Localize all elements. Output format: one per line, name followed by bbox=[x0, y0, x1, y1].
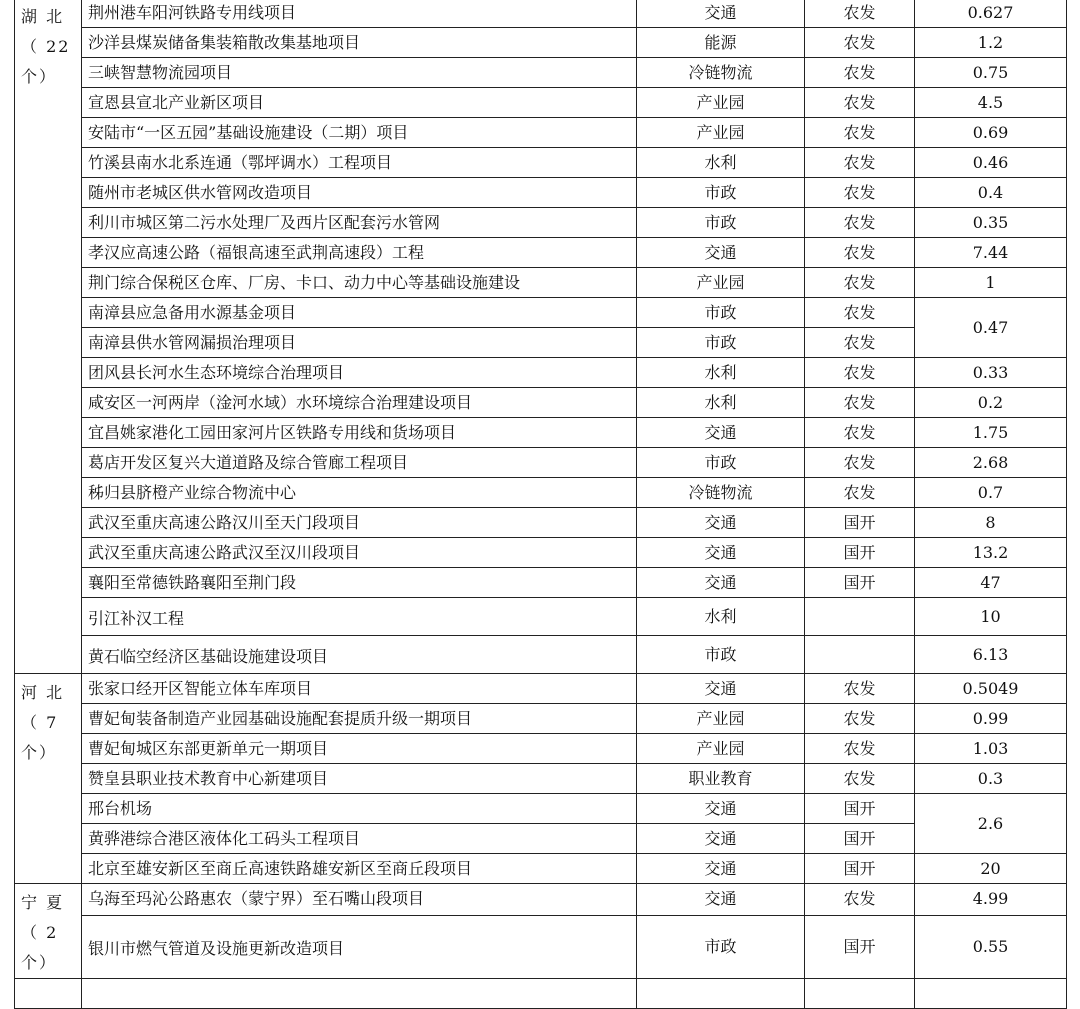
funding-source-cell: 农发 bbox=[805, 28, 915, 58]
funding-source-cell: 农发 bbox=[805, 298, 915, 328]
amount-cell: 1 bbox=[915, 268, 1067, 298]
category-cell: 市政 bbox=[637, 448, 805, 478]
amount-cell: 1.75 bbox=[915, 418, 1067, 448]
amount-cell: 13.2 bbox=[915, 538, 1067, 568]
amount-cell: 20 bbox=[915, 854, 1067, 884]
project-name-cell: 曹妃甸装备制造产业园基础设施配套提质升级一期项目 bbox=[82, 704, 637, 734]
category-cell bbox=[637, 979, 805, 1009]
category-cell: 水利 bbox=[637, 598, 805, 636]
funding-source-cell: 农发 bbox=[805, 674, 915, 704]
funding-source-cell: 农发 bbox=[805, 478, 915, 508]
project-name-cell: 荆门综合保税区仓库、厂房、卡口、动力中心等基础设施建设 bbox=[82, 268, 637, 298]
province-count-unit: 个） bbox=[21, 743, 58, 762]
funding-source-cell: 农发 bbox=[805, 418, 915, 448]
category-cell: 交通 bbox=[637, 674, 805, 704]
province-cell bbox=[15, 674, 82, 884]
amount-cell: 0.627 bbox=[915, 0, 1067, 28]
amount-cell: 0.46 bbox=[915, 148, 1067, 178]
table-row bbox=[15, 0, 1067, 28]
funding-source-cell bbox=[805, 598, 915, 636]
amount-cell: 2.6 bbox=[915, 794, 1067, 854]
project-name-cell: 南漳县供水管网漏损治理项目 bbox=[82, 328, 637, 358]
category-cell: 产业园 bbox=[637, 88, 805, 118]
project-name-cell: 安陆市“一区五园”基础设施建设（二期）项目 bbox=[82, 118, 637, 148]
table-row bbox=[15, 734, 1067, 764]
province-count: （ 22 bbox=[21, 37, 71, 56]
project-name-cell: 葛店开发区复兴大道道路及综合管廊工程项目 bbox=[82, 448, 637, 478]
table-row bbox=[15, 28, 1067, 58]
amount-cell: 2.68 bbox=[915, 448, 1067, 478]
project-name-cell: 利川市城区第二污水处理厂及西片区配套污水管网 bbox=[82, 208, 637, 238]
province-count: （ 7 bbox=[21, 713, 59, 732]
category-cell: 冷链物流 bbox=[637, 478, 805, 508]
amount-cell: 4.5 bbox=[915, 88, 1067, 118]
funding-source-cell bbox=[805, 636, 915, 674]
category-cell: 交通 bbox=[637, 508, 805, 538]
project-name-cell: 北京至雄安新区至商丘高速铁路雄安新区至商丘段项目 bbox=[82, 854, 637, 884]
project-name-cell: 南漳县应急备用水源基金项目 bbox=[82, 298, 637, 328]
funding-source-cell: 农发 bbox=[805, 88, 915, 118]
amount-cell: 0.75 bbox=[915, 58, 1067, 88]
project-name-cell: 曹妃甸城区东部更新单元一期项目 bbox=[82, 734, 637, 764]
funding-source-cell: 农发 bbox=[805, 328, 915, 358]
category-cell: 交通 bbox=[637, 824, 805, 854]
project-name-cell: 随州市老城区供水管网改造项目 bbox=[82, 178, 637, 208]
category-cell: 市政 bbox=[637, 178, 805, 208]
category-cell: 交通 bbox=[637, 854, 805, 884]
table-row bbox=[15, 538, 1067, 568]
project-name-cell: 团风县长河水生态环境综合治理项目 bbox=[82, 358, 637, 388]
project-name-cell: 竹溪县南水北系连通（鄂坪调水）工程项目 bbox=[82, 148, 637, 178]
category-cell: 能源 bbox=[637, 28, 805, 58]
amount-cell: 0.33 bbox=[915, 358, 1067, 388]
funding-source-cell: 国开 bbox=[805, 538, 915, 568]
table-row bbox=[15, 238, 1067, 268]
project-name-cell: 咸安区一河两岸（淦河水域）水环境综合治理建设项目 bbox=[82, 388, 637, 418]
funding-source-cell: 农发 bbox=[805, 208, 915, 238]
category-cell: 交通 bbox=[637, 794, 805, 824]
project-name-cell: 秭归县脐橙产业综合物流中心 bbox=[82, 478, 637, 508]
table-row bbox=[15, 118, 1067, 148]
project-name-cell: 三峡智慧物流园项目 bbox=[82, 58, 637, 88]
province-cell bbox=[15, 979, 82, 1009]
amount-cell: 10 bbox=[915, 598, 1067, 636]
table-row bbox=[15, 636, 1067, 674]
table-row bbox=[15, 358, 1067, 388]
table-row bbox=[15, 979, 1067, 1009]
funding-source-cell: 国开 bbox=[805, 854, 915, 884]
amount-cell: 47 bbox=[915, 568, 1067, 598]
table-row bbox=[15, 598, 1067, 636]
table-row bbox=[15, 148, 1067, 178]
project-name-cell: 张家口经开区智能立体车库项目 bbox=[82, 674, 637, 704]
project-name-cell: 邢台机场 bbox=[82, 794, 637, 824]
amount-cell: 0.4 bbox=[915, 178, 1067, 208]
funding-source-cell: 农发 bbox=[805, 388, 915, 418]
category-cell: 职业教育 bbox=[637, 764, 805, 794]
project-table bbox=[14, 0, 1067, 1009]
category-cell: 市政 bbox=[637, 328, 805, 358]
project-name-cell: 黄石临空经济区基础设施建设项目 bbox=[82, 636, 637, 674]
project-name-cell: 襄阳至常德铁路襄阳至荆门段 bbox=[82, 568, 637, 598]
province-name: 湖 北 bbox=[21, 7, 65, 26]
table-row bbox=[15, 915, 1067, 978]
amount-cell: 0.2 bbox=[915, 388, 1067, 418]
funding-source-cell: 农发 bbox=[805, 178, 915, 208]
category-cell: 产业园 bbox=[637, 118, 805, 148]
amount-cell: 6.13 bbox=[915, 636, 1067, 674]
table-row bbox=[15, 388, 1067, 418]
project-name-cell: 武汉至重庆高速公路武汉至汉川段项目 bbox=[82, 538, 637, 568]
table-row bbox=[15, 508, 1067, 538]
funding-source-cell: 国开 bbox=[805, 508, 915, 538]
project-name-cell: 引江补汉工程 bbox=[82, 598, 637, 636]
province-name: 宁 夏 bbox=[21, 893, 65, 912]
category-cell: 交通 bbox=[637, 884, 805, 916]
amount-cell: 7.44 bbox=[915, 238, 1067, 268]
table-row bbox=[15, 794, 1067, 824]
category-cell: 交通 bbox=[637, 238, 805, 268]
category-cell: 产业园 bbox=[637, 704, 805, 734]
table-row bbox=[15, 208, 1067, 238]
amount-cell: 0.69 bbox=[915, 118, 1067, 148]
funding-source-cell: 农发 bbox=[805, 0, 915, 28]
amount-cell: 1.2 bbox=[915, 28, 1067, 58]
category-cell: 交通 bbox=[637, 568, 805, 598]
province-count-unit: 个） bbox=[21, 953, 58, 972]
funding-source-cell: 农发 bbox=[805, 238, 915, 268]
amount-cell: 8 bbox=[915, 508, 1067, 538]
category-cell: 水利 bbox=[637, 358, 805, 388]
project-name-cell bbox=[82, 979, 637, 1009]
amount-cell: 0.35 bbox=[915, 208, 1067, 238]
amount-cell: 0.55 bbox=[915, 915, 1067, 978]
funding-source-cell: 农发 bbox=[805, 448, 915, 478]
project-name-cell: 银川市燃气管道及设施更新改造项目 bbox=[82, 915, 637, 978]
table-row bbox=[15, 298, 1067, 328]
table-row bbox=[15, 58, 1067, 88]
category-cell: 交通 bbox=[637, 418, 805, 448]
category-cell: 交通 bbox=[637, 0, 805, 28]
funding-source-cell: 农发 bbox=[805, 58, 915, 88]
project-name-cell: 赞皇县职业技术教育中心新建项目 bbox=[82, 764, 637, 794]
amount-cell bbox=[915, 979, 1067, 1009]
project-name-cell: 武汉至重庆高速公路汉川至天门段项目 bbox=[82, 508, 637, 538]
table-row bbox=[15, 328, 1067, 358]
project-name-cell: 宣恩县宣北产业新区项目 bbox=[82, 88, 637, 118]
amount-cell: 1.03 bbox=[915, 734, 1067, 764]
funding-source-cell: 国开 bbox=[805, 824, 915, 854]
amount-cell: 0.7 bbox=[915, 478, 1067, 508]
category-cell: 市政 bbox=[637, 636, 805, 674]
amount-cell: 0.5049 bbox=[915, 674, 1067, 704]
funding-source-cell: 农发 bbox=[805, 358, 915, 388]
funding-source-cell: 农发 bbox=[805, 884, 915, 916]
category-cell: 交通 bbox=[637, 538, 805, 568]
province-cell bbox=[15, 0, 82, 674]
amount-cell: 0.99 bbox=[915, 704, 1067, 734]
table-row bbox=[15, 674, 1067, 704]
project-name-cell: 宜昌姚家港化工园田家河片区铁路专用线和货场项目 bbox=[82, 418, 637, 448]
table-row bbox=[15, 704, 1067, 734]
category-cell: 产业园 bbox=[637, 268, 805, 298]
funding-source-cell bbox=[805, 979, 915, 1009]
province-count-unit: 个） bbox=[21, 67, 58, 86]
funding-source-cell: 国开 bbox=[805, 915, 915, 978]
funding-source-cell: 农发 bbox=[805, 148, 915, 178]
table-row bbox=[15, 824, 1067, 854]
province-count: （ 2 bbox=[21, 923, 59, 942]
table-row bbox=[15, 178, 1067, 208]
category-cell: 市政 bbox=[637, 208, 805, 238]
category-cell: 产业园 bbox=[637, 734, 805, 764]
category-cell: 市政 bbox=[637, 915, 805, 978]
funding-source-cell: 农发 bbox=[805, 268, 915, 298]
province-cell bbox=[15, 884, 82, 979]
table-row bbox=[15, 764, 1067, 794]
project-name-cell: 沙洋县煤炭储备集装箱散改集基地项目 bbox=[82, 28, 637, 58]
category-cell: 水利 bbox=[637, 148, 805, 178]
funding-source-cell: 农发 bbox=[805, 118, 915, 148]
category-cell: 水利 bbox=[637, 388, 805, 418]
category-cell: 冷链物流 bbox=[637, 58, 805, 88]
funding-source-cell: 国开 bbox=[805, 568, 915, 598]
amount-cell: 0.3 bbox=[915, 764, 1067, 794]
funding-source-cell: 农发 bbox=[805, 734, 915, 764]
project-table-container bbox=[14, 0, 1067, 1009]
funding-source-cell: 农发 bbox=[805, 704, 915, 734]
project-name-cell: 黄骅港综合港区液体化工码头工程项目 bbox=[82, 824, 637, 854]
province-name: 河 北 bbox=[21, 683, 65, 702]
table-row bbox=[15, 478, 1067, 508]
table-row bbox=[15, 418, 1067, 448]
funding-source-cell: 农发 bbox=[805, 764, 915, 794]
funding-source-cell: 国开 bbox=[805, 794, 915, 824]
project-name-cell: 乌海至玛沁公路惠农（蒙宁界）至石嘴山段项目 bbox=[82, 884, 637, 916]
amount-cell: 4.99 bbox=[915, 884, 1067, 916]
amount-cell: 0.47 bbox=[915, 298, 1067, 358]
table-row bbox=[15, 854, 1067, 884]
table-row bbox=[15, 268, 1067, 298]
project-name-cell: 荆州港车阳河铁路专用线项目 bbox=[82, 0, 637, 28]
category-cell: 市政 bbox=[637, 298, 805, 328]
table-row bbox=[15, 448, 1067, 478]
table-row bbox=[15, 88, 1067, 118]
project-name-cell: 孝汉应高速公路（福银高速至武荆高速段）工程 bbox=[82, 238, 637, 268]
table-row bbox=[15, 568, 1067, 598]
table-row bbox=[15, 884, 1067, 916]
